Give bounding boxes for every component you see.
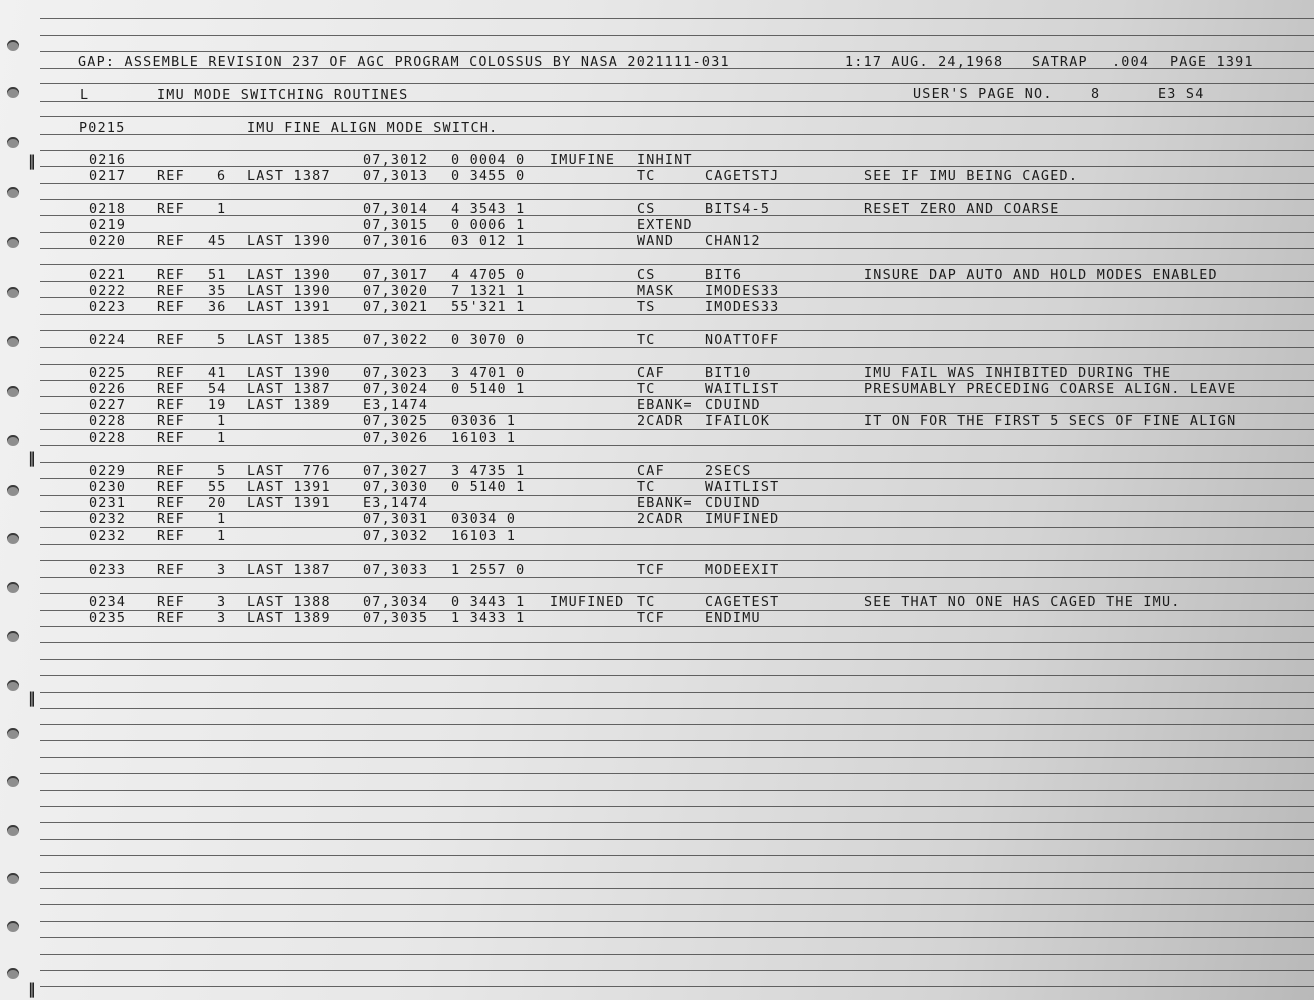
listing-operand: CDUIND — [705, 496, 761, 511]
listing-opcode: EXTEND — [637, 218, 693, 233]
listing-opcode: CS — [637, 202, 656, 217]
listing-last-ref: LAST 1387 — [247, 563, 331, 578]
margin-tick-mark: ‖ — [28, 152, 36, 170]
listing-line-number: 0229 — [89, 464, 127, 479]
listing-code: 0 3455 0 — [451, 169, 526, 184]
listing-ref-count: 51 — [208, 268, 227, 283]
listing-line-number: 0231 — [89, 496, 127, 511]
listing-address: 07,3026 — [363, 431, 429, 446]
listing-line-number: 0223 — [89, 300, 127, 315]
tractor-hole — [7, 728, 19, 739]
listing-ref: REF — [157, 431, 185, 446]
listing-address: 07,3013 — [363, 169, 429, 184]
listing-address: E3,1474 — [363, 398, 429, 413]
header-satrap: SATRAP — [1032, 55, 1088, 70]
listing-ref: REF — [157, 268, 185, 283]
listing-line-number: 0226 — [89, 382, 127, 397]
listing-line-number: 0232 — [89, 529, 127, 544]
listing-ref: REF — [157, 414, 185, 429]
listing-address: 07,3034 — [363, 595, 429, 610]
tractor-hole — [7, 87, 19, 98]
listing-ref-count: 3 — [217, 611, 227, 626]
listing-line-number: 0232 — [89, 512, 127, 527]
listing-opcode: WAND — [637, 234, 675, 249]
listing-code: 3 4701 0 — [451, 366, 526, 381]
listing-ref-count: 3 — [217, 563, 227, 578]
listing-address: 07,3031 — [363, 512, 429, 527]
listing-code: 0 5140 1 — [451, 382, 526, 397]
listing-code: 0 0004 0 — [451, 153, 526, 168]
listing-last-ref: LAST 1391 — [247, 480, 331, 495]
users-page-label: USER'S PAGE NO. — [913, 87, 1053, 102]
listing-comment: SEE IF IMU BEING CAGED. — [864, 169, 1079, 184]
listing-line-number: 0218 — [89, 202, 127, 217]
listing-opcode: TC — [637, 382, 656, 397]
listing-address: 07,3012 — [363, 153, 429, 168]
section-title: IMU FINE ALIGN MODE SWITCH. — [247, 121, 499, 136]
listing-ref: REF — [157, 464, 185, 479]
listing-address: 07,3022 — [363, 333, 429, 348]
listing-line-number: 0235 — [89, 611, 127, 626]
listing-operand: CAGETEST — [705, 595, 780, 610]
listing-opcode: MASK — [637, 284, 675, 299]
margin-tick-mark: ‖ — [28, 980, 36, 998]
listing-code: 16103 1 — [451, 529, 517, 544]
listing-ref-count: 19 — [208, 398, 227, 413]
listing-address: 07,3033 — [363, 563, 429, 578]
listing-ref: REF — [157, 595, 185, 610]
tractor-hole — [7, 631, 19, 642]
listing-operand: IMODES33 — [705, 284, 780, 299]
listing-address: 07,3025 — [363, 414, 429, 429]
tractor-hole — [7, 237, 19, 248]
listing-line-number: 0222 — [89, 284, 127, 299]
listing-opcode: TC — [637, 480, 656, 495]
listing-opcode: EBANK= — [637, 398, 693, 413]
listing-code: 03 012 1 — [451, 234, 526, 249]
listing-operand: 2SECS — [705, 464, 752, 479]
listing-last-ref: LAST 1385 — [247, 333, 331, 348]
tractor-hole — [7, 187, 19, 198]
listing-operand: BITS4-5 — [705, 202, 771, 217]
listing-opcode: TC — [637, 169, 656, 184]
listing-line-number: 0228 — [89, 414, 127, 429]
listing-operand: NOATTOFF — [705, 333, 780, 348]
listing-last-ref: LAST 1387 — [247, 169, 331, 184]
listing-ref: REF — [157, 169, 185, 184]
listing-ref-count: 20 — [208, 496, 227, 511]
listing-operand: WAITLIST — [705, 480, 780, 495]
header-version: .004 — [1112, 55, 1150, 70]
listing-ref: REF — [157, 398, 185, 413]
listing-address: 07,3014 — [363, 202, 429, 217]
listing-line-number: 0233 — [89, 563, 127, 578]
listing-opcode: CAF — [637, 464, 665, 479]
listing-opcode: CS — [637, 268, 656, 283]
listing-ref: REF — [157, 512, 185, 527]
listing-address: 07,3021 — [363, 300, 429, 315]
listing-line-number: 0225 — [89, 366, 127, 381]
listing-code: 16103 1 — [451, 431, 517, 446]
tractor-hole — [7, 776, 19, 787]
listing-code: 3 4735 1 — [451, 464, 526, 479]
listing-ref-count: 1 — [217, 431, 227, 446]
listing-code: 0 5140 1 — [451, 480, 526, 495]
listing-ref-count: 36 — [208, 300, 227, 315]
listing-line-number: 0221 — [89, 268, 127, 283]
listing-ref: REF — [157, 480, 185, 495]
listing-last-ref: LAST 1389 — [247, 611, 331, 626]
listing-opcode: EBANK= — [637, 496, 693, 511]
listing-line-number: 0228 — [89, 431, 127, 446]
listing-comment: SEE THAT NO ONE HAS CAGED THE IMU. — [864, 595, 1181, 610]
listing-opcode: 2CADR — [637, 414, 684, 429]
tractor-hole — [7, 921, 19, 932]
listing-operand: CAGETSTJ — [705, 169, 780, 184]
listing-opcode: TCF — [637, 611, 665, 626]
users-page-number: 8 — [1091, 87, 1101, 102]
listing-line-number: 0224 — [89, 333, 127, 348]
listing-ref: REF — [157, 563, 185, 578]
listing-address: 07,3016 — [363, 234, 429, 249]
listing-opcode: TC — [637, 595, 656, 610]
listing-last-ref: LAST 1389 — [247, 398, 331, 413]
listing-code: 7 1321 1 — [451, 284, 526, 299]
listing-address: 07,3023 — [363, 366, 429, 381]
listing-code: 03036 1 — [451, 414, 517, 429]
listing-ref: REF — [157, 529, 185, 544]
tractor-hole — [7, 287, 19, 298]
listing-last-ref: LAST 1390 — [247, 284, 331, 299]
listing-opcode: INHINT — [637, 153, 693, 168]
listing-comment: IT ON FOR THE FIRST 5 SECS OF FINE ALIGN — [864, 414, 1237, 429]
listing-last-ref: LAST 1390 — [247, 366, 331, 381]
listing-operand: CHAN12 — [705, 234, 761, 249]
listing-ref-count: 1 — [217, 529, 227, 544]
listing-last-ref: LAST 1391 — [247, 300, 331, 315]
listing-operand: BIT6 — [705, 268, 743, 283]
tractor-hole — [7, 336, 19, 347]
listing-ref-count: 3 — [217, 595, 227, 610]
header-page-number: PAGE 1391 — [1170, 55, 1254, 70]
tractor-hole — [7, 40, 19, 51]
listing-address: 07,3017 — [363, 268, 429, 283]
listing-comment: INSURE DAP AUTO AND HOLD MODES ENABLED — [864, 268, 1218, 283]
listing-operand: CDUIND — [705, 398, 761, 413]
listing-line-number: 0234 — [89, 595, 127, 610]
listing-code: 0 3070 0 — [451, 333, 526, 348]
listing-line-number: 0227 — [89, 398, 127, 413]
listing-ref-count: 1 — [217, 512, 227, 527]
listing-last-ref: LAST 1387 — [247, 382, 331, 397]
listing-ref: REF — [157, 300, 185, 315]
listing-last-ref: LAST 1390 — [247, 234, 331, 249]
listing-ref-count: 54 — [208, 382, 227, 397]
tractor-hole — [7, 825, 19, 836]
listing-operand: ENDIMU — [705, 611, 761, 626]
listing-address: 07,3035 — [363, 611, 429, 626]
tractor-hole — [7, 485, 19, 496]
tractor-hole — [7, 435, 19, 446]
tractor-hole — [7, 680, 19, 691]
listing-ref-count: 1 — [217, 202, 227, 217]
listing-ref: REF — [157, 284, 185, 299]
listing-line-number: 0216 — [89, 153, 127, 168]
listing-line-number: 0220 — [89, 234, 127, 249]
listing-opcode: TC — [637, 333, 656, 348]
log-section-letter: L — [80, 88, 90, 103]
listing-address: 07,3015 — [363, 218, 429, 233]
listing-label: IMUFINE — [550, 153, 616, 168]
listing-address: 07,3030 — [363, 480, 429, 495]
listing-ref: REF — [157, 382, 185, 397]
listing-code: 55'321 1 — [451, 300, 526, 315]
listing-ref-count: 35 — [208, 284, 227, 299]
listing-address: E3,1474 — [363, 496, 429, 511]
listing-comment: RESET ZERO AND COARSE — [864, 202, 1060, 217]
listing-ref-count: 5 — [217, 464, 227, 479]
listing-code: 0 3443 1 — [451, 595, 526, 610]
listing-ref: REF — [157, 611, 185, 626]
tractor-hole — [7, 582, 19, 593]
tractor-hole — [7, 137, 19, 148]
listing-opcode: TCF — [637, 563, 665, 578]
tractor-hole — [7, 386, 19, 397]
tractor-hole — [7, 533, 19, 544]
listing-code: 4 4705 0 — [451, 268, 526, 283]
listing-label: IMUFINED — [550, 595, 625, 610]
listing-operand: MODEEXIT — [705, 563, 780, 578]
listing-opcode: CAF — [637, 366, 665, 381]
listing-code: 1 3433 1 — [451, 611, 526, 626]
listing-line-number: 0217 — [89, 169, 127, 184]
listing-address: 07,3020 — [363, 284, 429, 299]
listing-operand: IFAILOK — [705, 414, 771, 429]
listing-code: 03034 0 — [451, 512, 517, 527]
listing-ref: REF — [157, 496, 185, 511]
listing-last-ref: LAST 1388 — [247, 595, 331, 610]
listing-last-ref: LAST 1391 — [247, 496, 331, 511]
header-time: 1:17 AUG. 24,1968 — [845, 55, 1004, 70]
listing-operand: BIT10 — [705, 366, 752, 381]
section-line-number: P0215 — [79, 121, 126, 136]
listing-last-ref: LAST 776 — [247, 464, 331, 479]
listing-ref: REF — [157, 234, 185, 249]
listing-comment: IMU FAIL WAS INHIBITED DURING THE — [864, 366, 1172, 381]
listing-operand: IMUFINED — [705, 512, 780, 527]
listing-code: 0 0006 1 — [451, 218, 526, 233]
listing-ref-count: 6 — [217, 169, 227, 184]
page-code: E3 S4 — [1158, 87, 1205, 102]
margin-tick-mark: ‖ — [28, 449, 36, 467]
listing-ref: REF — [157, 202, 185, 217]
listing-line-number: 0219 — [89, 218, 127, 233]
listing-ref-count: 55 — [208, 480, 227, 495]
listing-last-ref: LAST 1390 — [247, 268, 331, 283]
listing-ref-count: 41 — [208, 366, 227, 381]
listing-operand: WAITLIST — [705, 382, 780, 397]
log-section-title: IMU MODE SWITCHING ROUTINES — [157, 88, 409, 103]
margin-tick-mark: ‖ — [28, 689, 36, 707]
listing-address: 07,3032 — [363, 529, 429, 544]
listing-opcode: 2CADR — [637, 512, 684, 527]
listing-ref-count: 5 — [217, 333, 227, 348]
listing-code: 1 2557 0 — [451, 563, 526, 578]
listing-ref-count: 1 — [217, 414, 227, 429]
listing-line-number: 0230 — [89, 480, 127, 495]
listing-ref: REF — [157, 366, 185, 381]
listing-opcode: TS — [637, 300, 656, 315]
listing-operand: IMODES33 — [705, 300, 780, 315]
listing-comment: PRESUMABLY PRECEDING COARSE ALIGN. LEAVE — [864, 382, 1237, 397]
header-title: GAP: ASSEMBLE REVISION 237 OF AGC PROGRAM COLOSSUS BY NASA 2021111-031 — [78, 55, 730, 70]
listing-address: 07,3027 — [363, 464, 429, 479]
listing-code: 4 3543 1 — [451, 202, 526, 217]
tractor-hole — [7, 968, 19, 979]
listing-ref-count: 45 — [208, 234, 227, 249]
tractor-hole — [7, 873, 19, 884]
listing-address: 07,3024 — [363, 382, 429, 397]
listing-ref: REF — [157, 333, 185, 348]
